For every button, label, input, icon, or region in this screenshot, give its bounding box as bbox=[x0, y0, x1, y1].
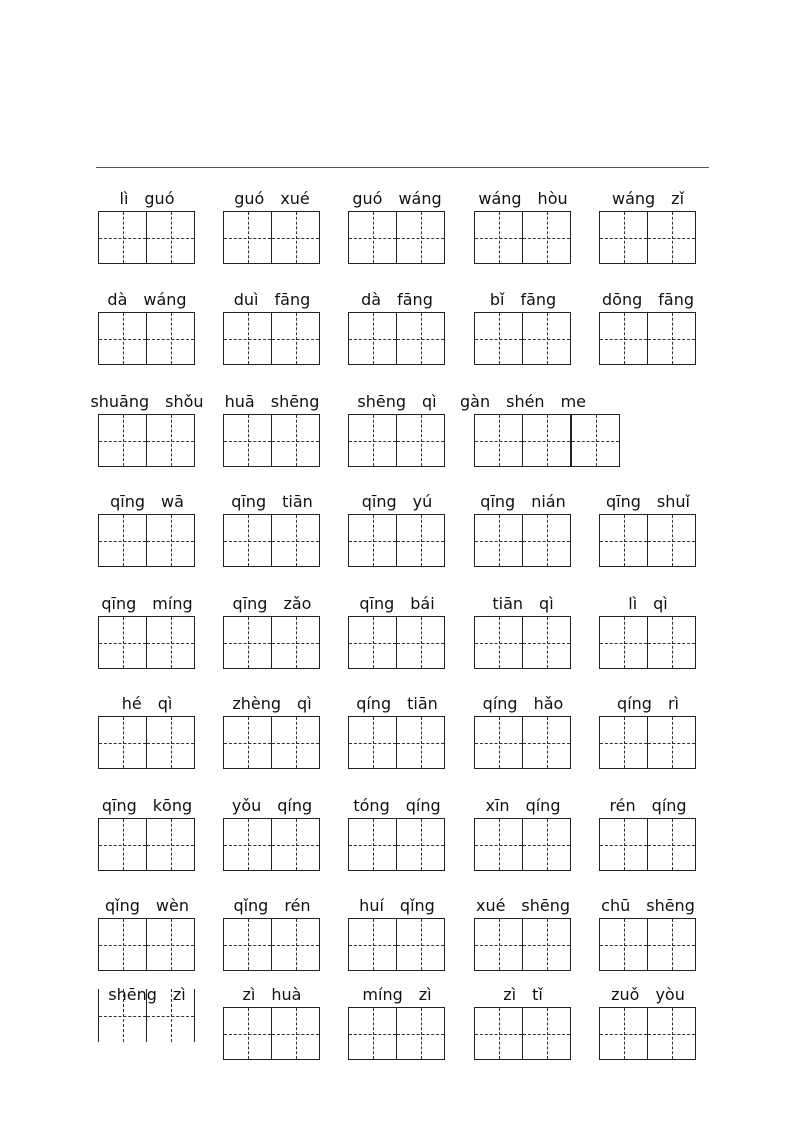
pinyin-label bbox=[94, 893, 200, 915]
pinyin-syllable: qīng bbox=[231, 492, 267, 511]
pinyin-syllable: shēng bbox=[108, 985, 157, 1004]
pinyin-syllable: qīng bbox=[606, 492, 641, 511]
writing-cell[interactable] bbox=[647, 818, 696, 871]
pinyin-syllable: dà bbox=[361, 290, 382, 309]
pinyin-syllable: shuǐ bbox=[656, 492, 690, 511]
pinyin-label bbox=[94, 489, 200, 511]
tianzige-boxes[interactable] bbox=[98, 616, 195, 669]
pinyin-label bbox=[219, 591, 325, 613]
pinyin-syllable: yú bbox=[412, 492, 433, 511]
tianzige-boxes[interactable] bbox=[348, 918, 445, 971]
tianzige-boxes[interactable] bbox=[348, 716, 445, 769]
tianzige-boxes[interactable] bbox=[474, 211, 571, 264]
pinyin-syllable: shēng bbox=[646, 896, 695, 915]
writing-cell[interactable] bbox=[474, 514, 523, 567]
writing-cell[interactable] bbox=[396, 918, 445, 971]
pinyin-label bbox=[470, 489, 576, 511]
pinyin-syllable: huà bbox=[271, 985, 302, 1004]
pinyin-label bbox=[219, 186, 325, 208]
pinyin-syllable: me bbox=[560, 392, 587, 411]
writing-cell[interactable] bbox=[522, 1007, 571, 1060]
pinyin-syllable: qì bbox=[539, 594, 554, 613]
tianzige-boxes[interactable] bbox=[474, 1007, 571, 1060]
pinyin-syllable: qíng bbox=[651, 796, 687, 815]
writing-cell[interactable] bbox=[98, 716, 147, 769]
writing-cell[interactable] bbox=[522, 414, 571, 467]
pinyin-label bbox=[470, 691, 576, 713]
pinyin-syllable: shēng bbox=[521, 896, 571, 915]
pinyin-label bbox=[219, 489, 325, 511]
pinyin-syllable: qǐng bbox=[399, 896, 435, 915]
tianzige-boxes[interactable] bbox=[98, 918, 195, 971]
pinyin-syllable: dōng bbox=[602, 290, 643, 309]
writing-cell[interactable] bbox=[223, 1007, 272, 1060]
pinyin-syllable: qīng bbox=[232, 594, 268, 613]
writing-cell[interactable] bbox=[647, 514, 696, 567]
pinyin-syllable: qīng bbox=[110, 492, 145, 511]
pinyin-label bbox=[470, 893, 576, 915]
pinyin-syllable: huí bbox=[359, 896, 384, 915]
writing-cell[interactable] bbox=[599, 514, 648, 567]
pinyin-syllable: bǐ bbox=[489, 290, 505, 309]
writing-cell[interactable] bbox=[98, 414, 147, 467]
pinyin-label bbox=[344, 287, 450, 309]
tianzige-boxes[interactable] bbox=[599, 818, 696, 871]
writing-cell[interactable] bbox=[348, 616, 397, 669]
writing-cell[interactable] bbox=[146, 989, 195, 1042]
tianzige-boxes[interactable] bbox=[348, 312, 445, 365]
pinyin-syllable: zǐ bbox=[671, 189, 685, 208]
pinyin-syllable: qíng bbox=[482, 694, 518, 713]
tianzige-boxes[interactable] bbox=[474, 818, 571, 871]
pinyin-syllable: rì bbox=[667, 694, 679, 713]
tianzige-boxes[interactable] bbox=[599, 514, 696, 567]
tianzige-boxes[interactable] bbox=[98, 989, 195, 1042]
pinyin-syllable: guó bbox=[352, 189, 383, 208]
pinyin-syllable: hǎo bbox=[533, 694, 564, 713]
pinyin-syllable: hé bbox=[121, 694, 142, 713]
writing-cell[interactable] bbox=[522, 818, 571, 871]
pinyin-syllable: qǐng bbox=[233, 896, 269, 915]
pinyin-syllable: wā bbox=[161, 492, 184, 511]
pinyin-label bbox=[595, 793, 701, 815]
pinyin-syllable: shén bbox=[506, 392, 545, 411]
pinyin-syllable: míng bbox=[362, 985, 403, 1004]
writing-cell[interactable] bbox=[647, 312, 696, 365]
writing-cell[interactable] bbox=[98, 312, 147, 365]
pinyin-syllable: rén bbox=[609, 796, 636, 815]
writing-cell[interactable] bbox=[271, 211, 320, 264]
writing-cell[interactable] bbox=[474, 414, 523, 467]
pinyin-label bbox=[344, 793, 450, 815]
writing-cell[interactable] bbox=[522, 716, 571, 769]
writing-cell[interactable] bbox=[348, 414, 397, 467]
writing-cell[interactable] bbox=[348, 1007, 397, 1060]
tianzige-boxes[interactable] bbox=[98, 312, 195, 365]
writing-cell[interactable] bbox=[474, 211, 523, 264]
tianzige-boxes[interactable] bbox=[98, 514, 195, 567]
writing-cell[interactable] bbox=[396, 312, 445, 365]
pinyin-syllable: huā bbox=[224, 392, 255, 411]
pinyin-syllable: shǒu bbox=[165, 392, 204, 411]
tianzige-boxes[interactable] bbox=[223, 414, 320, 467]
pinyin-syllable: qīng bbox=[480, 492, 516, 511]
pinyin-syllable: zuǒ bbox=[611, 985, 640, 1004]
pinyin-label bbox=[344, 893, 450, 915]
tianzige-boxes[interactable] bbox=[599, 1007, 696, 1060]
pinyin-syllable: qì bbox=[653, 594, 668, 613]
pinyin-syllable: qíng bbox=[525, 796, 561, 815]
writing-cell[interactable] bbox=[474, 616, 523, 669]
pinyin-label bbox=[470, 982, 576, 1004]
pinyin-syllable: lì bbox=[628, 594, 638, 613]
writing-cell[interactable] bbox=[223, 312, 272, 365]
writing-cell[interactable] bbox=[98, 989, 147, 1042]
pinyin-syllable: qīng bbox=[359, 594, 395, 613]
pinyin-label bbox=[344, 389, 450, 411]
writing-cell[interactable] bbox=[474, 918, 523, 971]
pinyin-syllable: qì bbox=[422, 392, 437, 411]
pinyin-label bbox=[470, 287, 576, 309]
pinyin-syllable: zì bbox=[172, 985, 186, 1004]
pinyin-syllable: shēng bbox=[270, 392, 320, 411]
tianzige-boxes[interactable] bbox=[223, 312, 320, 365]
pinyin-label bbox=[219, 893, 325, 915]
pinyin-syllable: tóng bbox=[353, 796, 390, 815]
writing-cell[interactable] bbox=[396, 616, 445, 669]
writing-cell[interactable] bbox=[647, 918, 696, 971]
tianzige-boxes[interactable] bbox=[348, 616, 445, 669]
writing-cell[interactable] bbox=[396, 716, 445, 769]
pinyin-syllable: wáng bbox=[398, 189, 442, 208]
writing-cell[interactable] bbox=[146, 616, 195, 669]
pinyin-label bbox=[344, 489, 450, 511]
pinyin-label bbox=[219, 691, 325, 713]
tianzige-boxes[interactable] bbox=[348, 818, 445, 871]
writing-cell[interactable] bbox=[271, 312, 320, 365]
writing-cell[interactable] bbox=[146, 716, 195, 769]
pinyin-label bbox=[344, 186, 450, 208]
tianzige-boxes[interactable] bbox=[223, 514, 320, 567]
pinyin-syllable: wáng bbox=[478, 189, 522, 208]
tianzige-boxes[interactable] bbox=[474, 312, 571, 365]
writing-cell[interactable] bbox=[146, 918, 195, 971]
writing-cell[interactable] bbox=[348, 918, 397, 971]
writing-cell[interactable] bbox=[146, 514, 195, 567]
pinyin-syllable: xué bbox=[475, 896, 506, 915]
pinyin-label bbox=[90, 389, 204, 411]
pinyin-syllable: guó bbox=[144, 189, 175, 208]
pinyin-syllable: rén bbox=[284, 896, 311, 915]
pinyin-label bbox=[94, 691, 200, 713]
writing-cell[interactable] bbox=[599, 312, 648, 365]
writing-cell[interactable] bbox=[396, 211, 445, 264]
pinyin-label bbox=[595, 287, 701, 309]
pinyin-label bbox=[460, 389, 587, 411]
tianzige-boxes[interactable] bbox=[474, 918, 571, 971]
writing-cell[interactable] bbox=[599, 616, 648, 669]
tianzige-boxes[interactable] bbox=[223, 1007, 320, 1060]
pinyin-syllable: zǎo bbox=[283, 594, 312, 613]
writing-cell[interactable] bbox=[348, 716, 397, 769]
tianzige-boxes[interactable] bbox=[348, 211, 445, 264]
pinyin-label bbox=[595, 893, 701, 915]
writing-cell[interactable] bbox=[599, 818, 648, 871]
pinyin-label bbox=[219, 982, 325, 1004]
pinyin-label bbox=[595, 186, 701, 208]
writing-cell[interactable] bbox=[522, 514, 571, 567]
pinyin-label bbox=[94, 793, 200, 815]
pinyin-syllable: fāng bbox=[397, 290, 433, 309]
writing-cell[interactable] bbox=[348, 312, 397, 365]
pinyin-syllable: qíng bbox=[617, 694, 652, 713]
writing-cell[interactable] bbox=[348, 211, 397, 264]
pinyin-syllable: míng bbox=[152, 594, 193, 613]
tianzige-boxes[interactable] bbox=[348, 514, 445, 567]
tianzige-boxes[interactable] bbox=[98, 414, 195, 467]
writing-cell[interactable] bbox=[271, 716, 320, 769]
top-rule bbox=[96, 167, 709, 168]
pinyin-label bbox=[219, 793, 325, 815]
pinyin-syllable: qíng bbox=[277, 796, 313, 815]
tianzige-boxes[interactable] bbox=[348, 414, 445, 467]
writing-cell[interactable] bbox=[647, 716, 696, 769]
writing-cell[interactable] bbox=[271, 414, 320, 467]
pinyin-syllable: gàn bbox=[460, 392, 491, 411]
pinyin-syllable: tiān bbox=[282, 492, 313, 511]
pinyin-syllable: dà bbox=[107, 290, 128, 309]
pinyin-syllable: tiān bbox=[407, 694, 438, 713]
pinyin-label bbox=[344, 591, 450, 613]
writing-cell[interactable] bbox=[522, 616, 571, 669]
writing-cell[interactable] bbox=[146, 414, 195, 467]
writing-cell[interactable] bbox=[223, 514, 272, 567]
writing-cell[interactable] bbox=[396, 818, 445, 871]
pinyin-syllable: yòu bbox=[655, 985, 685, 1004]
writing-cell[interactable] bbox=[396, 414, 445, 467]
pinyin-syllable: qíng bbox=[405, 796, 441, 815]
pinyin-label bbox=[94, 287, 200, 309]
pinyin-syllable: qīng bbox=[101, 594, 137, 613]
pinyin-syllable: zhèng bbox=[232, 694, 282, 713]
pinyin-syllable: qì bbox=[297, 694, 312, 713]
writing-cell[interactable] bbox=[599, 716, 648, 769]
tianzige-boxes[interactable] bbox=[223, 616, 320, 669]
pinyin-syllable: guó bbox=[234, 189, 265, 208]
writing-cell[interactable] bbox=[98, 616, 147, 669]
tianzige-boxes[interactable] bbox=[348, 1007, 445, 1060]
writing-cell[interactable] bbox=[348, 818, 397, 871]
writing-cell[interactable] bbox=[271, 514, 320, 567]
pinyin-label bbox=[470, 591, 576, 613]
pinyin-label bbox=[219, 389, 325, 411]
pinyin-syllable: qǐng bbox=[105, 896, 140, 915]
pinyin-syllable: fāng bbox=[520, 290, 557, 309]
writing-cell[interactable] bbox=[599, 211, 648, 264]
pinyin-syllable: shēng bbox=[357, 392, 406, 411]
tianzige-boxes[interactable] bbox=[474, 716, 571, 769]
pinyin-syllable: fāng bbox=[658, 290, 694, 309]
writing-cell[interactable] bbox=[223, 918, 272, 971]
writing-cell[interactable] bbox=[223, 716, 272, 769]
writing-cell[interactable] bbox=[522, 918, 571, 971]
writing-cell[interactable] bbox=[522, 312, 571, 365]
writing-cell[interactable] bbox=[396, 1007, 445, 1060]
tianzige-boxes[interactable] bbox=[223, 818, 320, 871]
pinyin-syllable: wáng bbox=[143, 290, 187, 309]
pinyin-syllable: bái bbox=[410, 594, 435, 613]
writing-cell[interactable] bbox=[271, 1007, 320, 1060]
pinyin-syllable: wáng bbox=[611, 189, 656, 208]
writing-cell[interactable] bbox=[348, 514, 397, 567]
pinyin-syllable: zì bbox=[242, 985, 256, 1004]
pinyin-label bbox=[470, 793, 576, 815]
pinyin-syllable: duì bbox=[233, 290, 259, 309]
writing-cell-extra[interactable] bbox=[571, 414, 620, 467]
writing-cell[interactable] bbox=[599, 918, 648, 971]
writing-cell[interactable] bbox=[146, 211, 195, 264]
pinyin-syllable: qīng bbox=[101, 796, 137, 815]
writing-cell[interactable] bbox=[98, 211, 147, 264]
tianzige-boxes[interactable] bbox=[223, 716, 320, 769]
pinyin-syllable: xīn bbox=[485, 796, 510, 815]
writing-cell[interactable] bbox=[146, 818, 195, 871]
pinyin-label bbox=[94, 591, 200, 613]
tianzige-boxes[interactable] bbox=[599, 312, 696, 365]
pinyin-syllable: nián bbox=[531, 492, 566, 511]
writing-cell[interactable] bbox=[647, 616, 696, 669]
pinyin-label bbox=[344, 691, 450, 713]
pinyin-label bbox=[595, 691, 701, 713]
pinyin-syllable: wèn bbox=[155, 896, 189, 915]
pinyin-syllable: xué bbox=[280, 189, 310, 208]
tianzige-boxes[interactable] bbox=[98, 211, 195, 264]
writing-cell[interactable] bbox=[223, 616, 272, 669]
pinyin-syllable: tǐ bbox=[532, 985, 543, 1004]
pinyin-syllable: shuāng bbox=[90, 392, 150, 411]
writing-cell[interactable] bbox=[146, 312, 195, 365]
tianzige-boxes[interactable] bbox=[599, 616, 696, 669]
writing-cell[interactable] bbox=[271, 918, 320, 971]
writing-cell[interactable] bbox=[223, 414, 272, 467]
tianzige-boxes[interactable] bbox=[474, 514, 571, 567]
writing-cell[interactable] bbox=[271, 818, 320, 871]
pinyin-label bbox=[595, 982, 701, 1004]
pinyin-label bbox=[94, 186, 200, 208]
pinyin-label bbox=[595, 591, 701, 613]
writing-cell[interactable] bbox=[474, 1007, 523, 1060]
writing-cell[interactable] bbox=[223, 211, 272, 264]
pinyin-label bbox=[344, 982, 450, 1004]
writing-cell[interactable] bbox=[98, 918, 147, 971]
tianzige-boxes[interactable] bbox=[98, 818, 195, 871]
pinyin-syllable: chū bbox=[601, 896, 631, 915]
pinyin-syllable: lì bbox=[119, 189, 129, 208]
pinyin-syllable: qīng bbox=[361, 492, 397, 511]
writing-cell[interactable] bbox=[98, 514, 147, 567]
tianzige-boxes[interactable] bbox=[599, 716, 696, 769]
writing-cell[interactable] bbox=[474, 818, 523, 871]
pinyin-syllable: fāng bbox=[274, 290, 311, 309]
tianzige-boxes[interactable] bbox=[599, 211, 696, 264]
pinyin-syllable: hòu bbox=[537, 189, 568, 208]
tianzige-boxes[interactable] bbox=[223, 211, 320, 264]
writing-cell[interactable] bbox=[647, 211, 696, 264]
writing-cell[interactable] bbox=[474, 312, 523, 365]
pinyin-syllable: qíng bbox=[356, 694, 392, 713]
tianzige-boxes[interactable] bbox=[98, 716, 195, 769]
pinyin-syllable: zì bbox=[418, 985, 432, 1004]
writing-cell[interactable] bbox=[522, 211, 571, 264]
pinyin-syllable: zì bbox=[503, 985, 517, 1004]
tianzige-boxes[interactable] bbox=[599, 918, 696, 971]
pinyin-syllable: tiān bbox=[492, 594, 524, 613]
writing-cell[interactable] bbox=[647, 1007, 696, 1060]
pinyin-syllable: yǒu bbox=[231, 796, 262, 815]
tianzige-boxes[interactable] bbox=[474, 616, 571, 669]
pinyin-syllable: kōng bbox=[152, 796, 193, 815]
pinyin-syllable: qì bbox=[157, 694, 173, 713]
writing-cell[interactable] bbox=[98, 818, 147, 871]
writing-cell[interactable] bbox=[223, 818, 272, 871]
tianzige-boxes[interactable] bbox=[474, 414, 571, 467]
writing-cell[interactable] bbox=[474, 716, 523, 769]
pinyin-label bbox=[219, 287, 325, 309]
pinyin-label bbox=[595, 489, 701, 511]
writing-cell[interactable] bbox=[599, 1007, 648, 1060]
writing-cell[interactable] bbox=[396, 514, 445, 567]
pinyin-label bbox=[470, 186, 576, 208]
writing-cell[interactable] bbox=[271, 616, 320, 669]
tianzige-boxes[interactable] bbox=[223, 918, 320, 971]
